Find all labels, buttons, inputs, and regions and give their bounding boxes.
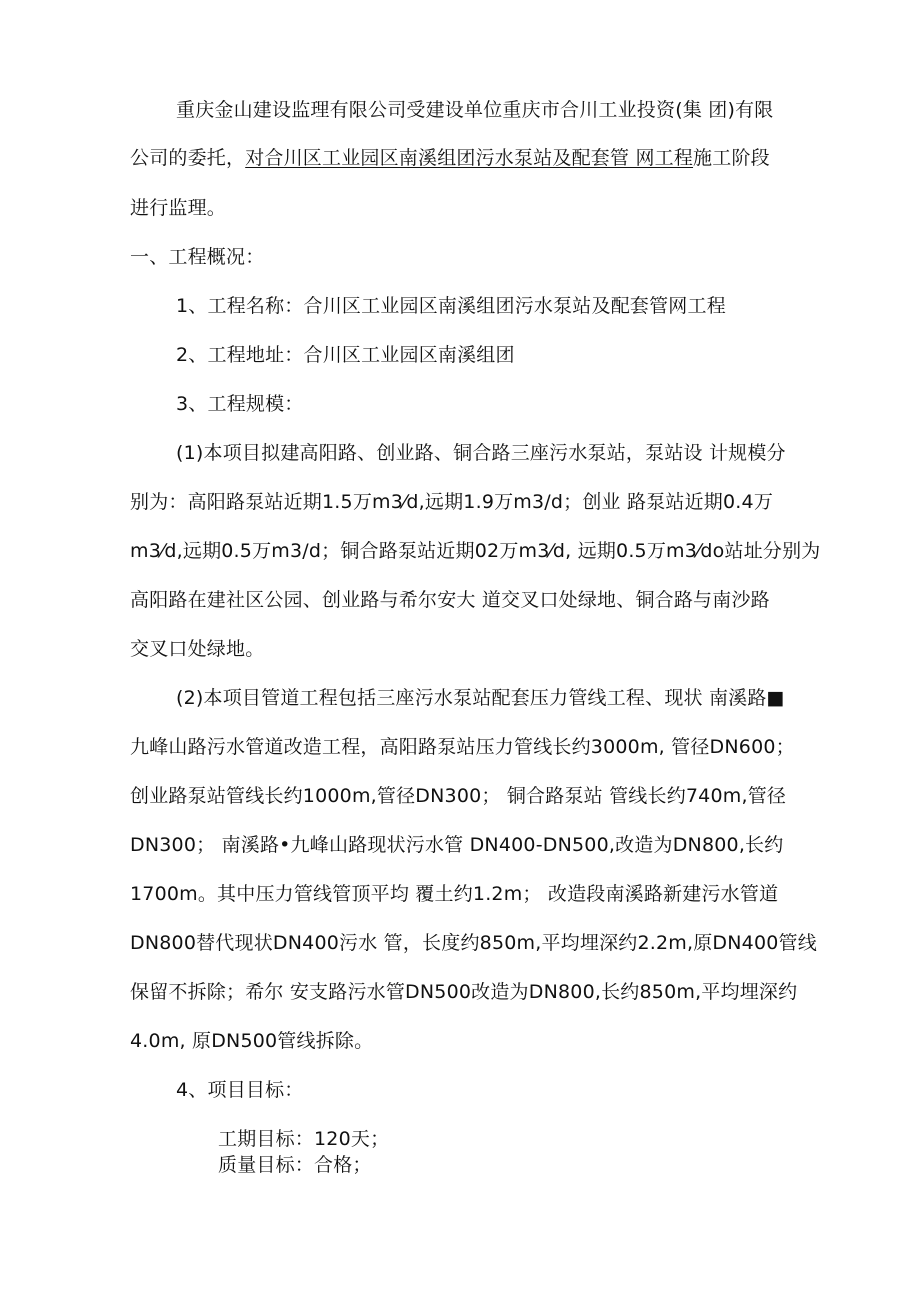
intro-line-3: 进行监理。 — [130, 197, 227, 219]
project-name-underlined: 对合川区工业园区南溪组团污水泵站及配套管 网工程 — [245, 147, 694, 169]
paragraph-2-line: 4.0m, 原DN500管线拆除。 — [130, 1030, 374, 1052]
item-project-address: 2、工程地址：合川区工业园区南溪组团 — [176, 344, 515, 366]
paragraph-1-line: 别为：高阳路泵站近期1.5万m3⁄d,远期1.9万m3/d；创业 路泵站近期0.4万 — [130, 491, 774, 513]
intro-line-1: 重庆金山建设监理有限公司受建设单位重庆市合川工业投资(集 团)有限 — [176, 99, 774, 121]
item-project-goals: 4、项目目标： — [176, 1079, 304, 1101]
intro-line-2-c: 施工阶段 — [693, 147, 770, 169]
paragraph-2-line: (2)本项目管道工程包括三座污水泵站配套压力管线工程、现状 南溪路■ — [176, 687, 785, 709]
paragraph-2-line: DN800替代现状DN400污水 管，长度约850m,平均埋深约2.2m,原DN400管线 — [130, 932, 817, 954]
paragraph-1-line: 高阳路在建社区公园、创业路与希尔安大 道交叉口处绿地、铜合路与南沙路 — [130, 589, 770, 611]
item-project-scale: 3、工程规模： — [176, 393, 304, 415]
paragraph-1-line: 交叉口处绿地。 — [130, 638, 265, 660]
goal-quality: 质量目标：合格； — [218, 1154, 372, 1176]
paragraph-2-line: DN300； 南溪路•九峰山路现状污水管 DN400-DN500,改造为DN800,长约 — [130, 834, 784, 856]
item-project-name: 1、工程名称：合川区工业园区南溪组团污水泵站及配套管网工程 — [176, 295, 726, 317]
paragraph-1-line: m3⁄d,远期0.5万m3/d；铜合路泵站近期02万m3⁄d, 远期0.5万m3⁄do站址分别为 — [130, 540, 821, 562]
intro-line-2 — [130, 145, 770, 171]
section-heading: 一、工程概况： — [130, 246, 265, 268]
paragraph-1-line: (1)本项目拟建高阳路、创业路、铜合路三座污水泵站，泵站设 计规模分 — [176, 442, 786, 464]
goal-schedule: 工期目标：120天； — [218, 1128, 390, 1150]
paragraph-2-line: 创业路泵站管线长约1000m,管径DN300； 铜合路泵站 管线长约740m,管径 — [130, 785, 787, 807]
paragraph-2-line: 保留不拆除；希尔 安支路污水管DN500改造为DN800,长约850m,平均埋深约 — [130, 981, 798, 1003]
paragraph-2-line: 1700m。其中压力管线管顶平均 覆土约1.2m； 改造段南溪路新建污水管道 — [130, 883, 779, 905]
paragraph-2-line: 九峰山路污水管道改造工程，高阳路泵站压力管线长约3000m, 管径DN600； — [130, 736, 795, 758]
intro-line-2-a: 公司的委托， — [130, 147, 246, 169]
